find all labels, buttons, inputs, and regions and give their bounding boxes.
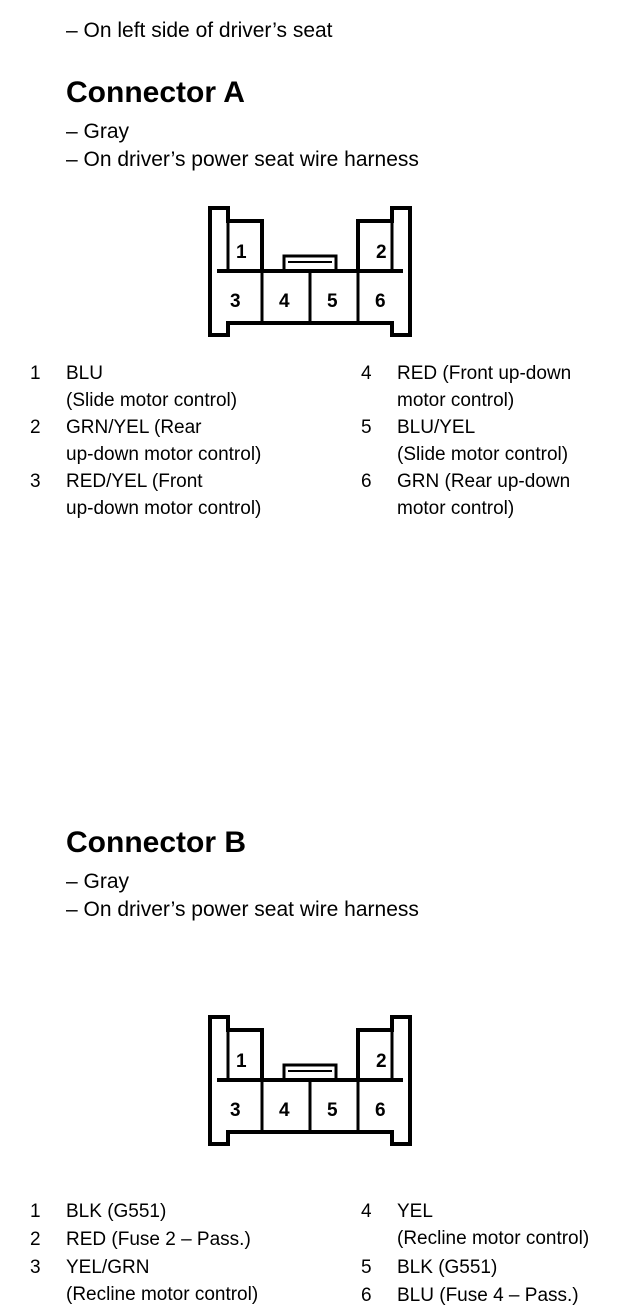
connector-a-title: Connector A bbox=[66, 76, 245, 109]
connector-a-lock-tab bbox=[284, 256, 336, 271]
connector-a-cavity-4: 4 bbox=[279, 291, 290, 312]
connector-a-color-note: – Gray bbox=[66, 120, 130, 143]
connector-b-color-note: – Gray bbox=[66, 870, 130, 893]
connector-b-cavity-4: 4 bbox=[279, 1100, 290, 1121]
connector-a-harness-note: – On driver’s power seat wire harness bbox=[66, 148, 419, 171]
connector-a-cavity-3: 3 bbox=[230, 291, 241, 312]
connector-b-lock-tab bbox=[284, 1065, 336, 1080]
connector-a-cavity-6: 6 bbox=[375, 291, 386, 312]
connector-b-cavity-6: 6 bbox=[375, 1100, 386, 1121]
connector-b-harness-note: – On driver’s power seat wire harness bbox=[66, 898, 419, 921]
connector-a-cavity-1: 1 bbox=[236, 242, 247, 263]
connector-b-cavity-2: 2 bbox=[376, 1051, 387, 1072]
location-note: – On left side of driver’s seat bbox=[66, 19, 333, 42]
connector-a-cavity-2: 2 bbox=[376, 242, 387, 263]
connector-b-diagram bbox=[205, 1014, 415, 1148]
connector-b-title: Connector B bbox=[66, 826, 246, 859]
connector-a-diagram bbox=[205, 205, 415, 339]
connector-b-cavity-5: 5 bbox=[327, 1100, 338, 1121]
connector-a-cavity-5: 5 bbox=[327, 291, 338, 312]
connector-b-cavity-3: 3 bbox=[230, 1100, 241, 1121]
connector-b-cavity-1: 1 bbox=[236, 1051, 247, 1072]
